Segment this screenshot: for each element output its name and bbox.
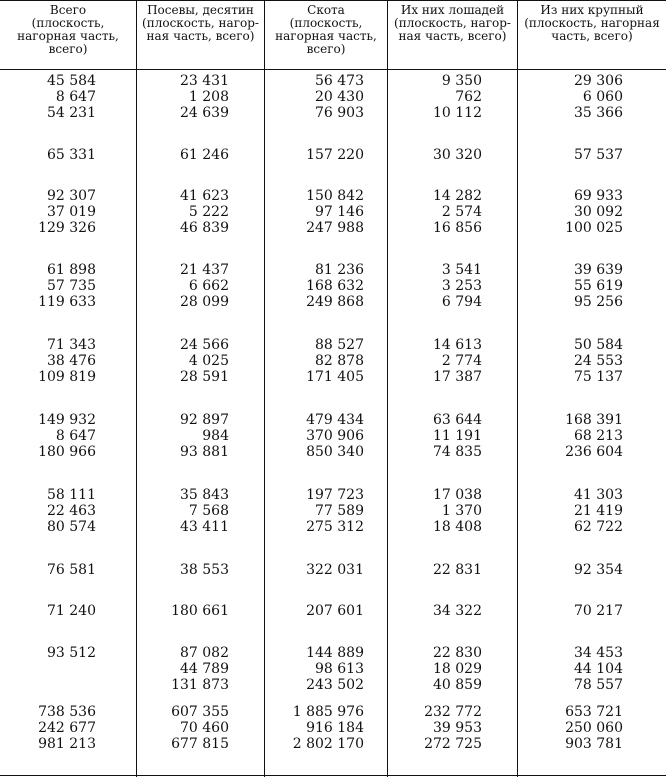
- cell-horses: 22 831: [433, 562, 482, 578]
- header-bottom-rule: [0, 69, 666, 70]
- cell-livestock: 76 903: [315, 105, 364, 121]
- cell-livestock: 197 723: [306, 487, 364, 503]
- cell-total: 58 111: [47, 487, 96, 503]
- cell-livestock: 275 312: [306, 519, 364, 535]
- cell-cattle: 50 584: [574, 337, 623, 353]
- cell-total: 80 574: [47, 519, 96, 535]
- cell-cattle: 21 419: [574, 503, 623, 519]
- cell-crops: 4 025: [188, 353, 229, 369]
- cell-cattle: 62 722: [574, 519, 623, 535]
- cell-crops: 87 082: [180, 645, 229, 661]
- cell-horses: 74 835: [433, 444, 482, 460]
- cell-livestock: 168 632: [306, 278, 364, 294]
- cell-horses: 762: [455, 89, 482, 105]
- cell-total: 38 476: [47, 353, 96, 369]
- cell-livestock: 322 031: [306, 562, 364, 578]
- cell-livestock: 916 184: [306, 720, 364, 736]
- cell-livestock: 56 473: [315, 73, 364, 89]
- table-top-rule: [0, 0, 666, 1]
- cell-livestock: 207 601: [306, 603, 364, 619]
- cell-total: 981 213: [38, 736, 96, 752]
- cell-livestock: 243 502: [306, 677, 364, 693]
- cell-livestock: 88 527: [315, 337, 364, 353]
- cell-total: 129 326: [38, 220, 96, 236]
- cell-horses: 18 408: [433, 519, 482, 535]
- cell-cattle: 35 366: [574, 105, 623, 121]
- cell-crops: 61 246: [180, 147, 229, 163]
- cell-total: 242 677: [38, 720, 96, 736]
- cell-livestock: 479 434: [306, 412, 364, 428]
- cell-cattle: 30 092: [574, 204, 623, 220]
- cell-cattle: 92 354: [574, 562, 623, 578]
- cell-horses: 272 725: [424, 736, 482, 752]
- cell-crops: 28 099: [180, 294, 229, 310]
- cell-crops: 44 789: [180, 661, 229, 677]
- column-header-cattle: Из них крупный (плоскость, нагорная часть, всего): [524, 3, 660, 43]
- cell-livestock: 97 146: [315, 204, 364, 220]
- cell-crops: 28 591: [180, 369, 229, 385]
- cell-cattle: 78 557: [574, 677, 623, 693]
- column-divider: [264, 0, 265, 777]
- cell-cattle: 236 604: [565, 444, 623, 460]
- cell-cattle: 6 060: [582, 89, 623, 105]
- column-header-total: Всего (плоскость, нагорная часть, всего): [17, 3, 119, 56]
- cell-crops: 93 881: [180, 444, 229, 460]
- cell-total: 65 331: [47, 147, 96, 163]
- cell-cattle: 55 619: [574, 278, 623, 294]
- cell-horses: 22 830: [433, 645, 482, 661]
- cell-livestock: 82 878: [315, 353, 364, 369]
- cell-total: 119 633: [38, 294, 96, 310]
- cell-horses: 3 253: [441, 278, 482, 294]
- cell-total: 8 647: [55, 89, 96, 105]
- cell-cattle: 24 553: [574, 353, 623, 369]
- cell-total: 109 819: [38, 369, 96, 385]
- cell-cattle: 69 933: [574, 188, 623, 204]
- cell-horses: 232 772: [424, 704, 482, 720]
- cell-crops: 7 568: [188, 503, 229, 519]
- column-divider: [136, 0, 137, 777]
- cell-horses: 1 370: [441, 503, 482, 519]
- cell-cattle: 34 453: [574, 645, 623, 661]
- cell-crops: 24 566: [180, 337, 229, 353]
- cell-cattle: 68 213: [574, 428, 623, 444]
- cell-horses: 17 038: [433, 487, 482, 503]
- cell-livestock: 370 906: [306, 428, 364, 444]
- cell-cattle: 903 781: [565, 736, 623, 752]
- cell-horses: 14 282: [433, 188, 482, 204]
- cell-horses: 10 112: [433, 105, 482, 121]
- cell-cattle: 29 306: [574, 73, 623, 89]
- cell-cattle: 39 639: [574, 262, 623, 278]
- cell-crops: 35 843: [180, 487, 229, 503]
- cell-horses: 6 794: [441, 294, 482, 310]
- cell-horses: 11 191: [433, 428, 482, 444]
- cell-horses: 39 953: [433, 720, 482, 736]
- cell-crops: 131 873: [171, 677, 229, 693]
- cell-cattle: 41 303: [574, 487, 623, 503]
- cell-livestock: 81 236: [315, 262, 364, 278]
- cell-cattle: 57 537: [574, 147, 623, 163]
- cell-total: 61 898: [47, 262, 96, 278]
- cell-crops: 6 662: [188, 278, 229, 294]
- table-bottom-rule: [0, 775, 666, 776]
- cell-horses: 2 574: [441, 204, 482, 220]
- cell-horses: 16 856: [433, 220, 482, 236]
- cell-horses: 40 859: [433, 677, 482, 693]
- cell-total: 149 932: [38, 412, 96, 428]
- cell-livestock: 850 340: [306, 444, 364, 460]
- cell-crops: 46 839: [180, 220, 229, 236]
- cell-horses: 30 320: [433, 147, 482, 163]
- cell-crops: 677 815: [171, 736, 229, 752]
- cell-horses: 3 541: [441, 262, 482, 278]
- cell-livestock: 98 613: [315, 661, 364, 677]
- cell-crops: 984: [202, 428, 229, 444]
- cell-crops: 43 411: [180, 519, 229, 535]
- cell-total: 45 584: [47, 73, 96, 89]
- cell-crops: 70 460: [180, 720, 229, 736]
- cell-crops: 1 208: [188, 89, 229, 105]
- cell-crops: 180 661: [171, 603, 229, 619]
- cell-cattle: 100 025: [565, 220, 623, 236]
- cell-horses: 63 644: [433, 412, 482, 428]
- cell-livestock: 1 885 976: [292, 704, 364, 720]
- cell-livestock: 157 220: [306, 147, 364, 163]
- column-header-horses: Их них лошадей (плоскость, нагор- ная часть, всего): [394, 3, 511, 43]
- cell-total: 71 240: [47, 603, 96, 619]
- cell-total: 37 019: [47, 204, 96, 220]
- cell-livestock: 77 589: [315, 503, 364, 519]
- column-divider: [517, 0, 518, 777]
- cell-horses: 34 322: [433, 603, 482, 619]
- cell-total: 8 647: [55, 428, 96, 444]
- cell-cattle: 75 137: [574, 369, 623, 385]
- cell-crops: 41 623: [180, 188, 229, 204]
- cell-livestock: 247 988: [306, 220, 364, 236]
- cell-total: 93 512: [47, 645, 96, 661]
- cell-horses: 14 613: [433, 337, 482, 353]
- cell-livestock: 20 430: [315, 89, 364, 105]
- column-divider: [387, 0, 388, 777]
- column-header-crops: Посевы, десятин (плоскость, нагор- ная часть, всего): [142, 3, 259, 43]
- cell-horses: 2 774: [441, 353, 482, 369]
- cell-total: 57 735: [47, 278, 96, 294]
- cell-cattle: 168 391: [565, 412, 623, 428]
- cell-livestock: 2 802 170: [292, 736, 364, 752]
- cell-crops: 21 437: [180, 262, 229, 278]
- cell-crops: 24 639: [180, 105, 229, 121]
- column-header-livestock: Скота (плоскость, нагорная часть, всего): [275, 3, 377, 56]
- cell-cattle: 250 060: [565, 720, 623, 736]
- cell-livestock: 171 405: [306, 369, 364, 385]
- cell-livestock: 144 889: [306, 645, 364, 661]
- cell-total: 71 343: [47, 337, 96, 353]
- cell-total: 92 307: [47, 188, 96, 204]
- cell-total: 22 463: [47, 503, 96, 519]
- cell-livestock: 249 868: [306, 294, 364, 310]
- cell-total: 738 536: [38, 704, 96, 720]
- cell-crops: 38 553: [180, 562, 229, 578]
- cell-crops: 23 431: [180, 73, 229, 89]
- cell-cattle: 70 217: [574, 603, 623, 619]
- cell-total: 54 231: [47, 105, 96, 121]
- cell-cattle: 95 256: [574, 294, 623, 310]
- cell-crops: 92 897: [180, 412, 229, 428]
- cell-total: 76 581: [47, 562, 96, 578]
- cell-crops: 607 355: [171, 704, 229, 720]
- cell-horses: 18 029: [433, 661, 482, 677]
- cell-total: 180 966: [38, 444, 96, 460]
- cell-cattle: 653 721: [565, 704, 623, 720]
- cell-horses: 9 350: [441, 73, 482, 89]
- cell-cattle: 44 104: [574, 661, 623, 677]
- cell-crops: 5 222: [188, 204, 229, 220]
- cell-horses: 17 387: [433, 369, 482, 385]
- cell-livestock: 150 842: [306, 188, 364, 204]
